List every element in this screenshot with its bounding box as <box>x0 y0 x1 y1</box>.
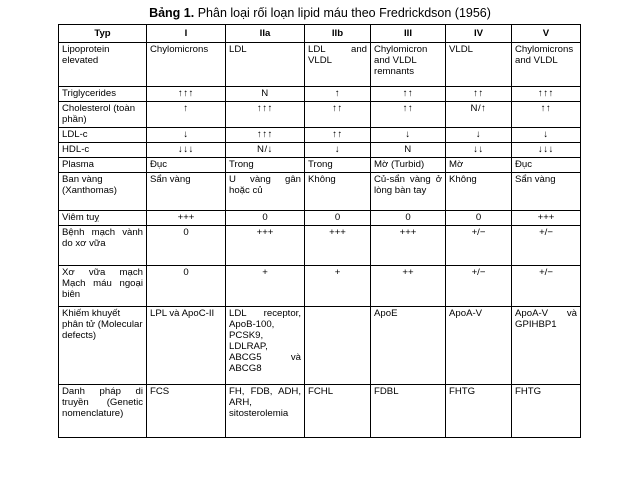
table-cell: VLDL <box>446 43 512 87</box>
table-row <box>59 211 581 226</box>
table-cell: Mờ <box>446 158 512 173</box>
table-cell: N <box>226 87 305 102</box>
header-cell: Typ <box>59 25 147 43</box>
table-cell: ↑↑ <box>305 128 371 143</box>
table-cell: LPL và ApoC-II <box>147 307 226 385</box>
row-label: Plasma <box>59 158 147 173</box>
header-cell: I <box>147 25 226 43</box>
row-label: LDL-c <box>59 128 147 143</box>
table-cell: ↑ <box>305 87 371 102</box>
row-label: Viêm tuỵ <box>59 211 147 226</box>
table-cell: ↑↑ <box>512 102 581 128</box>
table-row <box>59 385 581 438</box>
table-cell: +++ <box>147 211 226 226</box>
table-row <box>59 143 581 158</box>
table-cell: 0 <box>226 211 305 226</box>
table-cell: Củ-sẩn vàng ở lòng bàn tay <box>371 173 446 211</box>
table-cell: Sẩn vàng <box>512 173 581 211</box>
table-cell: ↓ <box>512 128 581 143</box>
table-row <box>59 128 581 143</box>
header-cell: IV <box>446 25 512 43</box>
table-cell: LDL receptor, ApoB-100, PCSK9, LDLRAP, ABCG5 và ABCG8 <box>226 307 305 385</box>
row-label: Bệnh mạch vành do xơ vữa <box>59 226 147 266</box>
table-cell: LDL and VLDL <box>305 43 371 87</box>
row-label: Ban vàng (Xanthomas) <box>59 173 147 211</box>
table-row <box>59 307 581 385</box>
table-cell: +/− <box>512 266 581 307</box>
table-cell: N <box>371 143 446 158</box>
table-cell: Mờ (Turbid) <box>371 158 446 173</box>
header-row <box>59 25 581 43</box>
table-cell: ↓↓ <box>446 143 512 158</box>
table-cell: Đục <box>512 158 581 173</box>
table-cell: ++ <box>371 266 446 307</box>
table-row <box>59 43 581 87</box>
table-cell: +++ <box>371 226 446 266</box>
table-cell: Trong <box>305 158 371 173</box>
table-row <box>59 102 581 128</box>
table-cell: ↓↓↓ <box>512 143 581 158</box>
caption-text: Phân loại rối loạn lipid máu theo Fredrickdson (1956) <box>197 6 491 20</box>
header-cell: IIa <box>226 25 305 43</box>
table-cell <box>305 307 371 385</box>
table-cell: + <box>226 266 305 307</box>
table-cell: ↓ <box>147 128 226 143</box>
table-cell: ApoE <box>371 307 446 385</box>
table-cell: LDL <box>226 43 305 87</box>
row-label: Danh pháp di truyền (Genetic nomenclature) <box>59 385 147 438</box>
table-cell: ↑↑ <box>446 87 512 102</box>
table-cell: FCHL <box>305 385 371 438</box>
table-cell: +++ <box>226 226 305 266</box>
row-label: Cholesterol (toàn phần) <box>59 102 147 128</box>
table-cell: Chylomicrons and VLDL <box>512 43 581 87</box>
table-row <box>59 87 581 102</box>
table-cell: U vàng gân hoặc củ <box>226 173 305 211</box>
table-cell: FCS <box>147 385 226 438</box>
header-cell: IIb <box>305 25 371 43</box>
row-label: Xơ vữa mạch Mạch máu ngoại biên <box>59 266 147 307</box>
table-cell: +/− <box>512 226 581 266</box>
fredrickson-table <box>58 24 581 438</box>
table-cell: ↑↑↑ <box>226 102 305 128</box>
table-cell: +/− <box>446 226 512 266</box>
table-cell: ↓ <box>371 128 446 143</box>
header-cell: V <box>512 25 581 43</box>
table-cell: ↑↑↑ <box>147 87 226 102</box>
table-cell: ApoA-V và GPIHBP1 <box>512 307 581 385</box>
table-cell: Chylomicron and VLDL remnants <box>371 43 446 87</box>
table-cell: ↑ <box>147 102 226 128</box>
table-cell: ↑↑↑ <box>512 87 581 102</box>
row-label: Triglycerides <box>59 87 147 102</box>
table-cell: ↑↑ <box>371 102 446 128</box>
table-row <box>59 173 581 211</box>
table-cell: +++ <box>305 226 371 266</box>
table-cell: Sẩn vàng <box>147 173 226 211</box>
table-cell: Chylomicrons <box>147 43 226 87</box>
table-cell: FHTG <box>446 385 512 438</box>
table-cell: Không <box>446 173 512 211</box>
table-cell: 0 <box>147 266 226 307</box>
table-row <box>59 266 581 307</box>
caption-label: Bảng 1. <box>149 6 195 20</box>
table-cell: Trong <box>226 158 305 173</box>
table-cell: N/↑ <box>446 102 512 128</box>
table-cell: ↑↑ <box>305 102 371 128</box>
table-cell: ↑↑↑ <box>226 128 305 143</box>
table-cell: 0 <box>371 211 446 226</box>
header-cell: III <box>371 25 446 43</box>
table-cell: + <box>305 266 371 307</box>
table-cell: ApoA-V <box>446 307 512 385</box>
table-cell: ↓↓↓ <box>147 143 226 158</box>
table-cell: FHTG <box>512 385 581 438</box>
table-cell: +/− <box>446 266 512 307</box>
table-row <box>59 158 581 173</box>
table-row <box>59 226 581 266</box>
row-label: Khiếm khuyết phân tử (Molecular defects) <box>59 307 147 385</box>
table-cell: N/↓ <box>226 143 305 158</box>
table-cell: ↑↑ <box>371 87 446 102</box>
table-cell: FDBL <box>371 385 446 438</box>
table-cell: FH, FDB, ADH, ARH, sitosterolemia <box>226 385 305 438</box>
table-cell: ↓ <box>446 128 512 143</box>
table-caption <box>0 6 640 20</box>
table-cell: Không <box>305 173 371 211</box>
table-cell: 0 <box>305 211 371 226</box>
row-label: HDL-c <box>59 143 147 158</box>
table-cell: 0 <box>147 226 226 266</box>
table-cell: 0 <box>446 211 512 226</box>
table-cell: +++ <box>512 211 581 226</box>
table-cell: ↓ <box>305 143 371 158</box>
table-cell: Đục <box>147 158 226 173</box>
row-label: Lipoprotein elevated <box>59 43 147 87</box>
